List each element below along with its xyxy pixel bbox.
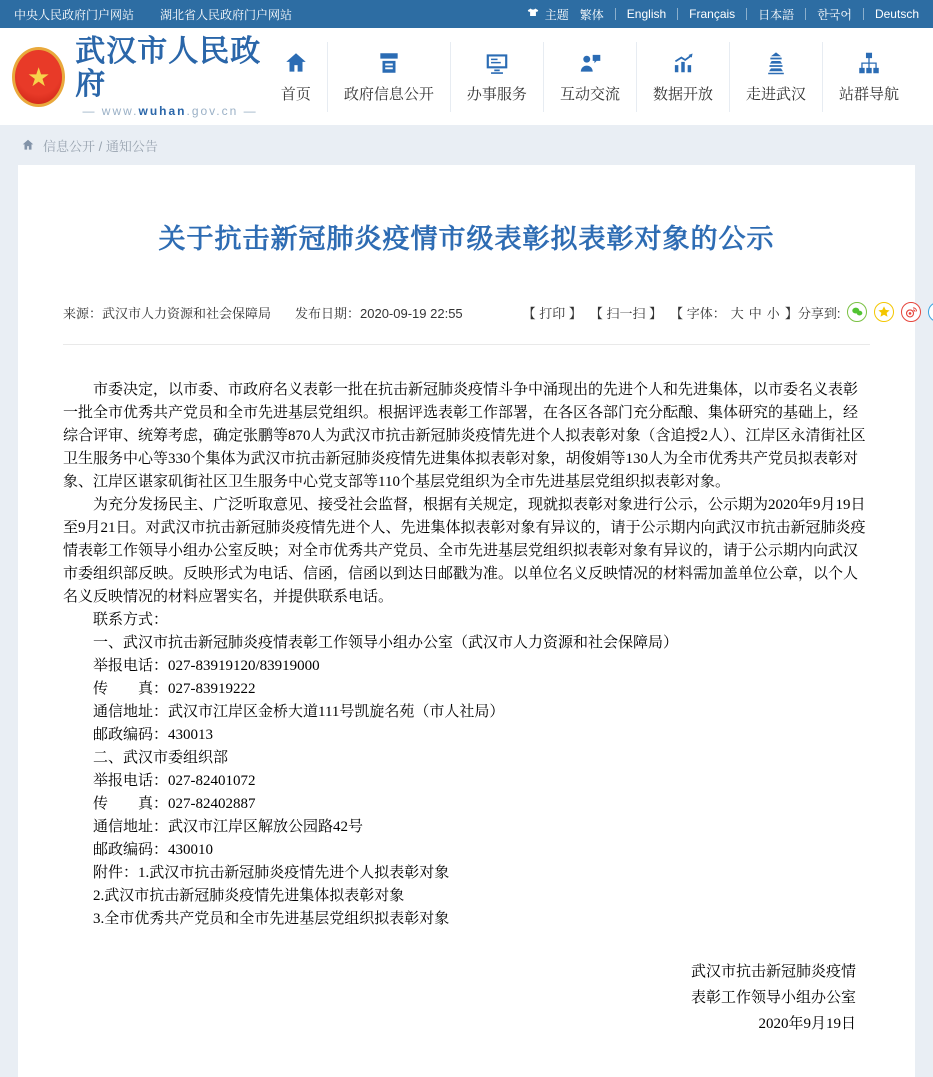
open-data-icon [670, 50, 696, 76]
scan-qr-button[interactable]: 【 扫一扫 】 [589, 305, 663, 321]
nav-label: 办事服务 [466, 85, 527, 103]
publish-date: 发布日期：2020-09-19 22:55 [295, 305, 463, 321]
separator [677, 8, 678, 20]
body-paragraph: 市委决定，以市委、市政府名义表彰一批在抗击新冠肺炎疫情斗争中涌现出的先进个人和先进集体，以市委名义表彰一批全市优秀共产党员和全市先进基层党组织。根据评选表彰工作部署，在各区各部门充分酝酿、集体研究的基础上，经综合评审、统筹考虑，确定张鹏等870人为武汉市抗击新冠肺炎疫情先进个人拟表彰对象（含追授2人）、江岸区永清街社区卫生服务中心等330个集体为武汉市抗击新冠肺炎疫情先进集体拟表彰对象，胡俊娟等130人为全市优秀共产党员拟表彰对象、江岸区谌家矶街社区卫生服务中心党支部等110个基层党组织为全市先进基层党组织拟表彰对象。 [63, 382, 866, 490]
font-size-small-button[interactable]: 小 [766, 305, 780, 321]
site-header [0, 28, 933, 125]
article-meta [46, 302, 887, 322]
share-bar [798, 302, 933, 322]
nav-label: 首页 [280, 85, 311, 103]
tower-icon [763, 50, 789, 76]
font-size-label-close: 】 [784, 305, 798, 321]
breadcrumb-path[interactable]: 信息公开 / 通知公告 [43, 138, 158, 154]
signature-line-1: 武汉市抗击新冠肺炎疫情 [690, 964, 856, 980]
attachment-line-1: 附件：1.武汉市抗击新冠肺炎疫情先进个人拟表彰对象 [93, 865, 450, 881]
site-name: 武汉市人民政府 [75, 35, 262, 101]
service-icon [484, 50, 510, 76]
separator [805, 8, 806, 20]
nav-label: 政府信息公开 [343, 85, 434, 103]
print-button[interactable]: 【 打印 】 [522, 305, 582, 321]
separator [746, 8, 747, 20]
contact-postcode-1: 邮政编码：430013 [93, 727, 214, 743]
language-switcher [526, 6, 919, 23]
site-url: — www.wuhan.gov.cn — [82, 104, 258, 118]
lang-link-english[interactable]: English [626, 7, 667, 21]
contact-postcode-2: 邮政编码：430010 [93, 842, 214, 858]
weibo-share-icon[interactable] [901, 302, 921, 322]
font-size-label: 【 字体： [670, 305, 726, 321]
attachment-line-3: 3.全市优秀共产党员和全市先进基层党组织拟表彰对象 [93, 911, 450, 927]
nav-item-into-wuhan[interactable] [729, 42, 822, 112]
contact-fax-1: 传 真：027-83919222 [93, 681, 256, 697]
main-nav [265, 42, 915, 112]
sitemap-icon [856, 50, 882, 76]
hubei-gov-link[interactable]: 湖北省人民政府门户网站 [160, 7, 293, 22]
attachment-line-2: 2.武汉市抗击新冠肺炎疫情先进集体拟表彰对象 [93, 888, 405, 904]
home-icon [283, 50, 309, 76]
qq-share-icon[interactable] [928, 302, 933, 322]
font-size-control [670, 303, 798, 322]
contact-unit-1: 一、武汉市抗击新冠肺炎疫情表彰工作领导小组办公室（武汉市人力资源和社会保障局） [93, 635, 679, 651]
share-label: 分享到: [797, 305, 841, 321]
contact-phone-1: 举报电话：027-83919120/83919000 [93, 658, 320, 674]
contact-phone-2: 举报电话：027-82401072 [93, 773, 256, 789]
font-size-medium-button[interactable]: 中 [748, 305, 762, 321]
lang-link-traditional[interactable]: 繁体 [579, 7, 604, 22]
contact-heading: 联系方式： [93, 612, 169, 628]
signature-block [63, 959, 870, 1037]
signature-date: 2020年9月19日 [758, 1016, 856, 1032]
nav-item-open-data[interactable] [636, 42, 729, 112]
nav-item-interaction[interactable] [543, 42, 636, 112]
nav-item-sitemap[interactable] [822, 42, 915, 112]
gov-portal-links [14, 6, 292, 23]
qzone-share-icon[interactable] [874, 302, 894, 322]
body-paragraph: 为充分发扬民主、广泛听取意见、接受社会监督，根据有关规定，现就拟表彰对象进行公示，公示期为2020年9月19日至9月21日。对武汉市抗击新冠肺炎疫情先进个人、先进集体拟表彰对象有异议的，请于公示期内向武汉市抗击新冠肺炎疫情表彰工作领导小组办公室反映；对全市优秀共产党员、全市先进基层党组织拟表彰对象有异议的，请于公示期内向武汉市委组织部反映。反映形式为电话、信函，信函以到达日邮戳为准。以单位名义反映情况的材料需加盖单位公章，以个人名义反映情况的材料应署实名，并提供联系电话。 [63, 497, 866, 605]
tshirt-icon [526, 7, 540, 21]
nav-item-services[interactable] [450, 42, 543, 112]
breadcrumb [0, 125, 933, 165]
font-size-large-button[interactable]: 大 [730, 305, 744, 321]
signature-line-2: 表彰工作领导小组办公室 [690, 990, 856, 1006]
article-body [63, 379, 870, 931]
national-emblem-logo: ★ [12, 47, 65, 107]
contact-unit-2: 二、武汉市委组织部 [93, 750, 229, 766]
nav-label: 互动交流 [559, 85, 620, 103]
contact-fax-2: 传 真：027-82402887 [93, 796, 256, 812]
page-title: 关于抗击新冠肺炎疫情市级表彰拟表彰对象的公示 [158, 224, 775, 254]
nav-label: 数据开放 [652, 85, 713, 103]
theme-label: 主题 [544, 7, 569, 22]
article-actions [523, 303, 798, 322]
lang-link-japanese[interactable]: 日本語 [758, 7, 795, 22]
lang-link-german[interactable]: Deutsch [874, 7, 919, 21]
home-icon [21, 138, 35, 152]
separator [863, 8, 864, 20]
central-gov-link[interactable]: 中央人民政府门户网站 [14, 7, 135, 22]
meta-divider [63, 344, 870, 345]
theme-switcher[interactable] [526, 6, 569, 23]
info-disclosure-icon [376, 50, 402, 76]
wechat-share-icon[interactable] [847, 302, 867, 322]
lang-link-korean[interactable]: 한국어 [817, 7, 852, 22]
nav-label: 站群导航 [838, 85, 899, 103]
contact-address-1: 通信地址：武汉市江岸区金桥大道111号凯旋名苑（市人社局） [93, 704, 505, 720]
nav-item-info-disclosure[interactable] [327, 42, 450, 112]
contact-address-2: 通信地址：武汉市江岸区解放公园路42号 [93, 819, 364, 835]
top-government-bar [0, 0, 933, 28]
nav-item-home[interactable] [265, 42, 327, 112]
site-brand[interactable] [12, 35, 265, 118]
separator [615, 8, 616, 20]
article-card [18, 165, 915, 1077]
nav-label: 走进武汉 [745, 85, 806, 103]
interaction-icon [577, 50, 603, 76]
article-source: 来源：武汉市人力资源和社会保障局 [63, 305, 272, 321]
lang-link-french[interactable]: Français [689, 7, 736, 21]
